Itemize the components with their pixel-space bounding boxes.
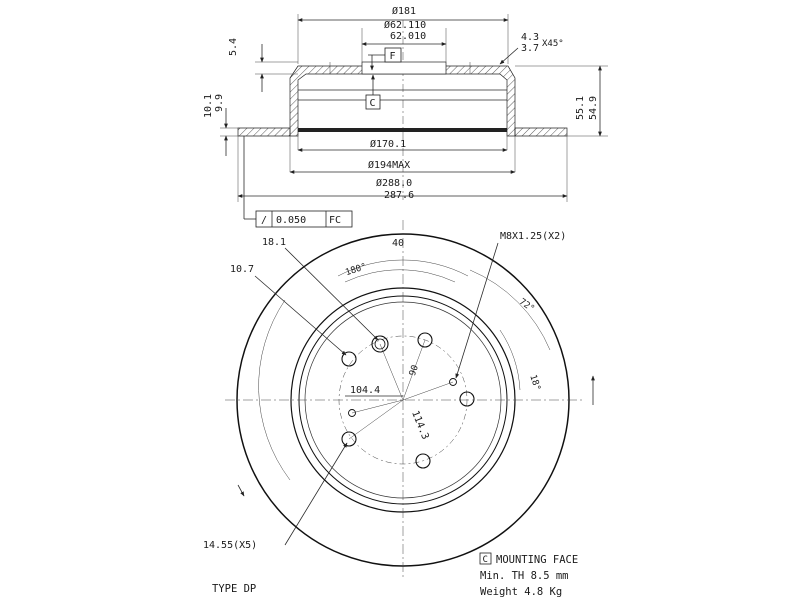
min-thickness-label: Min. TH 8.5 mm: [480, 570, 569, 582]
datum-f-label: F: [389, 51, 396, 62]
dim-181-label: Ø181: [392, 6, 417, 17]
tolerance-datum: FC: [329, 215, 342, 226]
disc-thk-upper-label: 10.1: [203, 93, 214, 118]
dim-5-4: [228, 38, 298, 92]
height-lower-label: 54.9: [588, 95, 599, 120]
center-bore: [362, 62, 446, 74]
dim-170-label: Ø170.1: [370, 139, 407, 150]
mounting-datum-label: C: [482, 555, 488, 565]
bolt-holes: [342, 333, 474, 468]
label-114-3: 114.3: [409, 409, 431, 442]
label-104-4: 104.4: [350, 385, 381, 396]
label-holes: 14.55(X5): [203, 540, 258, 551]
front-view: [203, 220, 593, 580]
dim-170: [298, 136, 507, 150]
bore-lower-label: 62.010: [390, 31, 427, 42]
chamfer-angle-label: X45°: [542, 39, 564, 49]
bore-upper-label: Ø62.110: [384, 20, 427, 31]
label-thread: M8X1.25(X2): [500, 231, 567, 242]
label-10-7: 10.7: [230, 264, 255, 275]
dim-height: [515, 66, 608, 136]
label-72: 72°: [517, 296, 537, 315]
dim-288-lower-label: 287.6: [384, 190, 415, 201]
dim-5-4-label: 5.4: [228, 37, 239, 56]
right-flange: [515, 128, 567, 136]
arc-18: [500, 330, 520, 390]
datum-c-label: C: [369, 98, 376, 109]
label-18: 18°: [527, 373, 542, 393]
height-upper-label: 55.1: [575, 95, 586, 120]
label-40: 40: [392, 238, 405, 249]
mounting-band: [298, 128, 507, 132]
chamfer-upper-label: 4.3: [521, 32, 540, 43]
dim-disc-thk: [203, 94, 238, 156]
disc-thk-lower-label: 9.9: [214, 93, 225, 112]
chamfer-lower-label: 3.7: [521, 43, 540, 54]
arc-72: [470, 270, 550, 350]
label-18-1: 18.1: [262, 237, 287, 248]
tolerance-value: 0.050: [276, 215, 307, 226]
dim-194-label: Ø194MAX: [368, 160, 411, 171]
arc-left: [259, 300, 290, 480]
label-180: 180°: [344, 261, 369, 279]
hat-wall: [290, 66, 515, 136]
dim-288-upper-label: Ø288.0: [376, 178, 413, 189]
notes: [212, 553, 578, 598]
label-90: 90: [408, 363, 421, 378]
rotation-arrow-left: [238, 485, 244, 496]
tolerance-symbol: /: [261, 215, 268, 226]
weight-label: Weight 4.8 Kg: [480, 586, 563, 598]
dim-chamfer: [500, 32, 564, 64]
datum-c: [366, 75, 380, 109]
bolt-hole: [342, 352, 356, 366]
mounting-face-label: MOUNTING FACE: [496, 554, 579, 566]
section-view: [203, 5, 608, 227]
disc-section: [238, 62, 567, 136]
left-flange: [238, 128, 290, 136]
dim-bore: [362, 19, 446, 62]
type-label: TYPE DP: [212, 583, 257, 595]
